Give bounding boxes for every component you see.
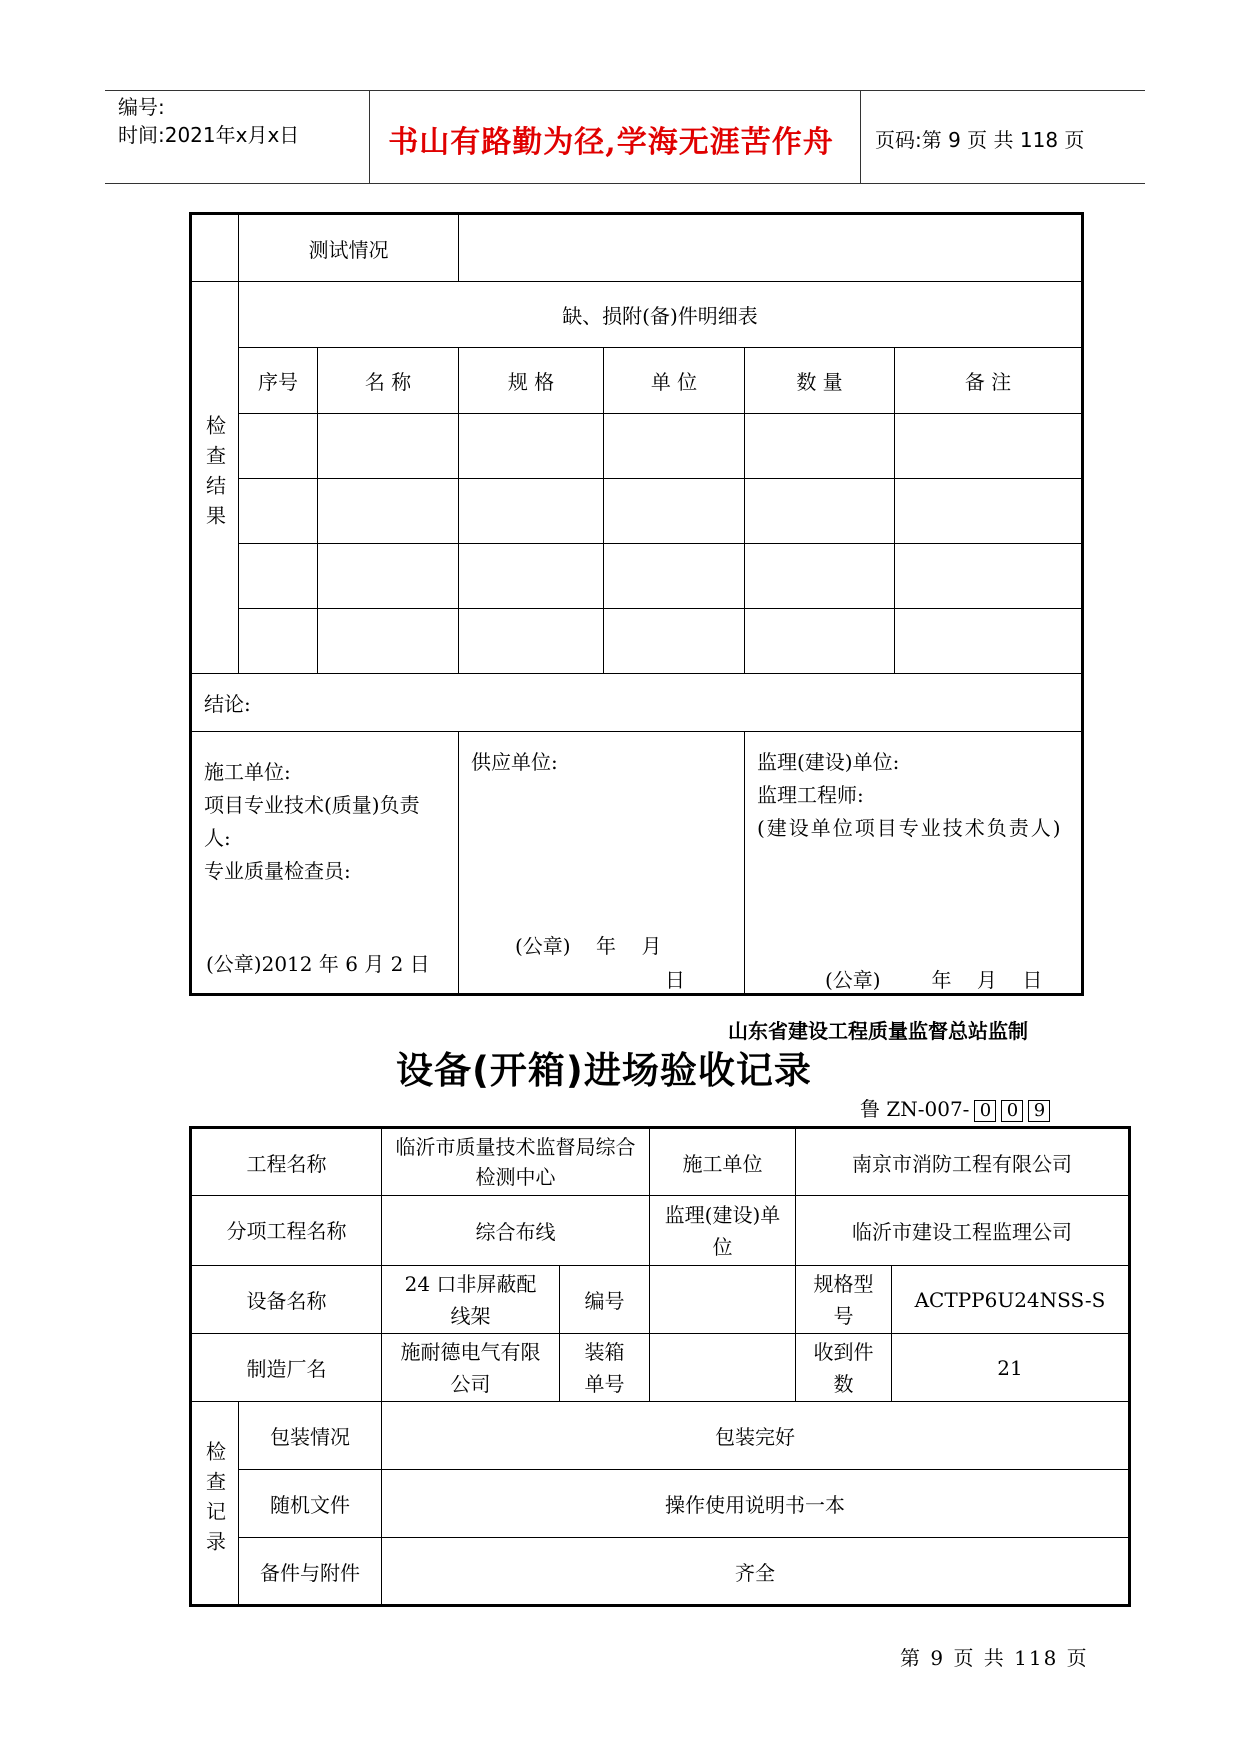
cell[interactable] — [318, 479, 459, 544]
documents-value[interactable]: 操作使用说明书一本 — [382, 1470, 1130, 1538]
received-value[interactable]: 21 — [892, 1334, 1130, 1402]
form-code-digit: 9 — [1028, 1100, 1050, 1122]
cell[interactable] — [459, 479, 604, 544]
header-divider-right — [860, 90, 861, 183]
number-value[interactable] — [650, 1266, 796, 1334]
equipment-name-value[interactable]: 24 口非屏蔽配线架 — [382, 1266, 560, 1334]
header-meta — [118, 93, 299, 149]
serial-label: 编号: — [118, 95, 165, 119]
cell[interactable] — [239, 479, 318, 544]
equipment-acceptance-table — [189, 1126, 1131, 1607]
supervisor-label: 监理(建设)单位 — [650, 1196, 796, 1266]
equipment-name-label: 设备名称 — [191, 1266, 382, 1334]
cell[interactable] — [745, 544, 895, 609]
col-header-qty: 数 量 — [745, 348, 895, 414]
table-row — [191, 544, 1083, 609]
form-code-digit: 0 — [1001, 1100, 1023, 1122]
project-name-value[interactable]: 临沂市质量技术监督局综合检测中心 — [382, 1128, 650, 1196]
page-footer: 第 9 页 共 118 页 — [900, 1646, 1089, 1670]
construction-unit-value[interactable]: 南京市消防工程有限公司 — [796, 1128, 1130, 1196]
inspection-result-table — [189, 212, 1084, 996]
cell[interactable] — [239, 609, 318, 674]
col-header-spec: 规 格 — [459, 348, 604, 414]
cell[interactable] — [459, 609, 604, 674]
cell[interactable] — [239, 544, 318, 609]
packaging-value[interactable]: 包装完好 — [382, 1402, 1130, 1470]
time-label: 时间:2021年x月x日 — [118, 123, 300, 147]
check-result-label: 检查结果 — [191, 282, 239, 674]
supervisor-sign-block — [745, 732, 1083, 995]
cell[interactable] — [604, 414, 745, 479]
form-title: 设备(开箱)进场验收记录 — [396, 1049, 812, 1092]
cell[interactable] — [895, 544, 1083, 609]
parts-label: 备件与附件 — [239, 1538, 382, 1606]
quality-inspector-label: 专业质量检查员: — [204, 859, 351, 883]
cell[interactable] — [318, 544, 459, 609]
cell[interactable] — [895, 414, 1083, 479]
check-record-label: 检查记录 — [191, 1402, 239, 1606]
spec-label: 规格型号 — [796, 1266, 892, 1334]
cell[interactable] — [459, 414, 604, 479]
project-name-label: 工程名称 — [191, 1128, 382, 1196]
header-top-rule — [105, 90, 1145, 91]
supply-seal: (公章) 年 月 — [515, 934, 662, 958]
cell[interactable] — [895, 609, 1083, 674]
project-lead-label: 项目专业技术(质量)负责人: — [204, 793, 420, 850]
supply-sign-block — [459, 732, 745, 995]
supervisor-seal: (公章) 年 月 日 — [825, 968, 1043, 992]
table-row — [191, 479, 1083, 544]
header-bottom-rule — [105, 183, 1145, 184]
supervisor-engineer-label: 监理工程师: — [757, 783, 864, 807]
form-code — [860, 1093, 1050, 1122]
number-label: 编号 — [560, 1266, 650, 1334]
cell[interactable] — [604, 479, 745, 544]
received-label: 收到件数 — [796, 1334, 892, 1402]
missing-parts-title: 缺、损附(备)件明细表 — [239, 282, 1083, 348]
cell[interactable] — [745, 609, 895, 674]
table-row — [191, 609, 1083, 674]
parts-value[interactable]: 齐全 — [382, 1538, 1130, 1606]
form-code-prefix: 鲁 ZN-007- — [860, 1097, 970, 1121]
header-divider-left — [369, 90, 370, 183]
header-motto: 书山有路勤为径,学海无涯苦作舟 — [388, 125, 834, 160]
test-label: 测试情况 — [239, 214, 459, 282]
manufacturer-value[interactable]: 施耐德电气有限公司 — [382, 1334, 560, 1402]
cell[interactable] — [239, 414, 318, 479]
packing-no-value[interactable] — [650, 1334, 796, 1402]
documents-label: 随机文件 — [239, 1470, 382, 1538]
manufacturer-label: 制造厂名 — [191, 1334, 382, 1402]
packaging-label: 包装情况 — [239, 1402, 382, 1470]
cell[interactable] — [895, 479, 1083, 544]
cell[interactable] — [459, 544, 604, 609]
construction-unit-label: 施工单位: — [204, 760, 291, 784]
supervised-by: 山东省建设工程质量监督总站监制 — [728, 1019, 1028, 1043]
test-value[interactable] — [459, 214, 1083, 282]
table-row — [191, 414, 1083, 479]
conclusion-label: 结论: — [191, 674, 1083, 732]
header-page-code: 页码:第 9 页 共 118 页 — [875, 128, 1085, 152]
form-code-digit: 0 — [974, 1100, 996, 1122]
blank-cell — [191, 214, 239, 282]
packing-no-label: 装箱单号 — [560, 1334, 650, 1402]
cell[interactable] — [745, 479, 895, 544]
supervisor-unit-label: 监理(建设)单位: — [757, 750, 900, 774]
construction-seal: (公章)2012 年 6 月 2 日 — [206, 952, 430, 976]
cell[interactable] — [604, 609, 745, 674]
col-header-remark: 备 注 — [895, 348, 1083, 414]
col-header-name: 名 称 — [318, 348, 459, 414]
cell[interactable] — [745, 414, 895, 479]
col-header-seq: 序号 — [239, 348, 318, 414]
supervisor-value[interactable]: 临沂市建设工程监理公司 — [796, 1196, 1130, 1266]
cell[interactable] — [318, 414, 459, 479]
spec-value[interactable]: ACTPP6U24NSS-S — [892, 1266, 1130, 1334]
supply-unit-label: 供应单位: — [471, 750, 558, 774]
sub-project-label: 分项工程名称 — [191, 1196, 382, 1266]
construction-sign-block — [191, 732, 459, 995]
construction-unit-label: 施工单位 — [650, 1128, 796, 1196]
cell[interactable] — [318, 609, 459, 674]
supervisor-note: (建设单位项目专业技术负责人) — [757, 816, 1063, 840]
cell[interactable] — [604, 544, 745, 609]
col-header-unit: 单 位 — [604, 348, 745, 414]
sub-project-value[interactable]: 综合布线 — [382, 1196, 650, 1266]
supply-seal-day: 日 — [665, 968, 685, 992]
